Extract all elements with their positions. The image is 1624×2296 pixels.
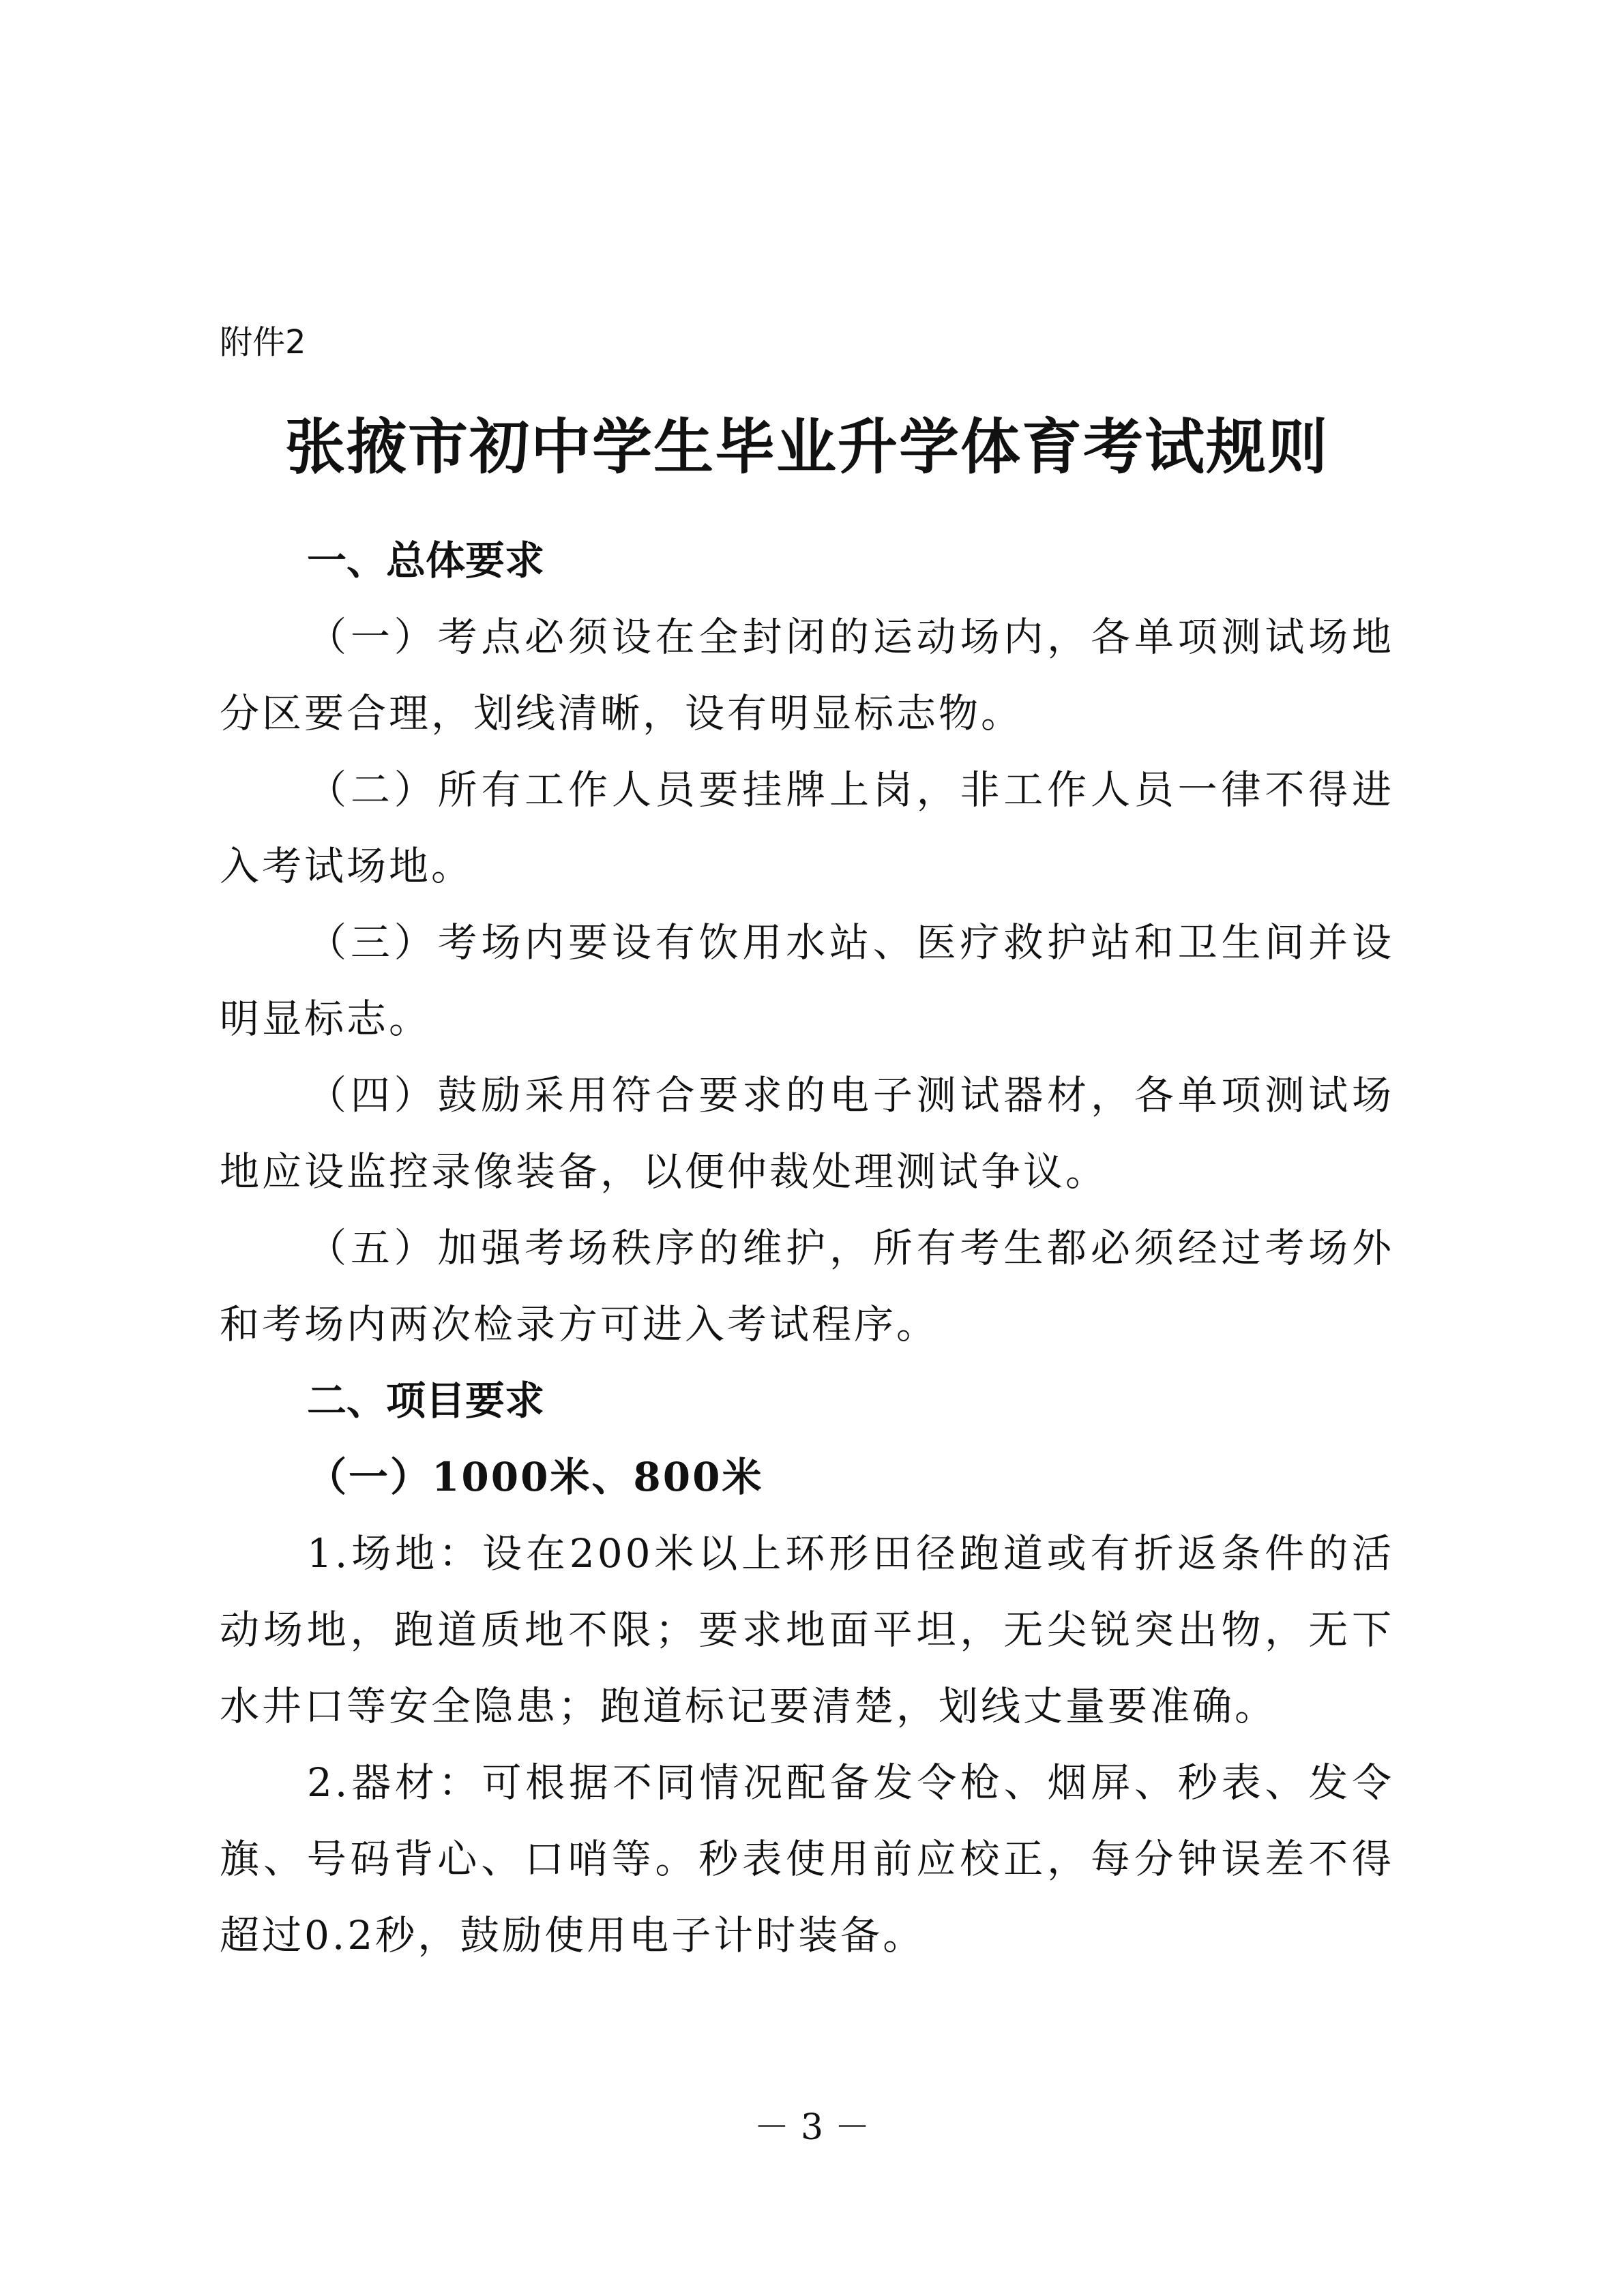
paragraph: 1.场地：设在200米以上环形田径跑道或有折返条件的活动场地，跑道质地不限；要求地面平坦，无尖锐突出物，无下水井口等安全隐患；跑道标记要清楚，划线丈量要准确。 [220, 1530, 1394, 1729]
document-title: 张掖市初中学生毕业升学体育考试规则 [284, 411, 1329, 482]
page-number: － 3 － [754, 2107, 870, 2148]
paragraph: （三）考场内要设有饮用水站、医疗救护站和卫生间并设明显标志。 [220, 919, 1394, 1042]
paragraph: （一）考点必须设在全封闭的运动场内，各单项测试场地分区要合理，划线清晰，设有明显标志物。 [220, 614, 1394, 736]
subsection-heading-running: （一）1000米、800米 [307, 1454, 764, 1500]
attachment-label: 附件2 [220, 323, 306, 361]
paragraph: （二）所有工作人员要挂牌上岗，非工作人员一律不得进入考试场地。 [220, 766, 1394, 889]
document-body [220, 522, 1394, 1973]
paragraph: （四）鼓励采用符合要求的电子测试器材，各单项测试场地应设监控录像装备，以便仲裁处理测试争议。 [220, 1072, 1394, 1195]
paragraph: 2.器材：可根据不同情况配备发令枪、烟屏、秒表、发令旗、号码背心、口哨等。秒表使用前应校正，每分钟误差不得超过0.2秒，鼓励使用电子计时装备。 [220, 1759, 1394, 1958]
paragraph: （五）加强考场秩序的维护，所有考生都必须经过考场外和考场内两次检录方可进入考试程序。 [220, 1225, 1394, 1347]
section-heading-event-requirements: 二、项目要求 [307, 1377, 545, 1424]
section-heading-general-requirements: 一、总体要求 [307, 537, 545, 584]
